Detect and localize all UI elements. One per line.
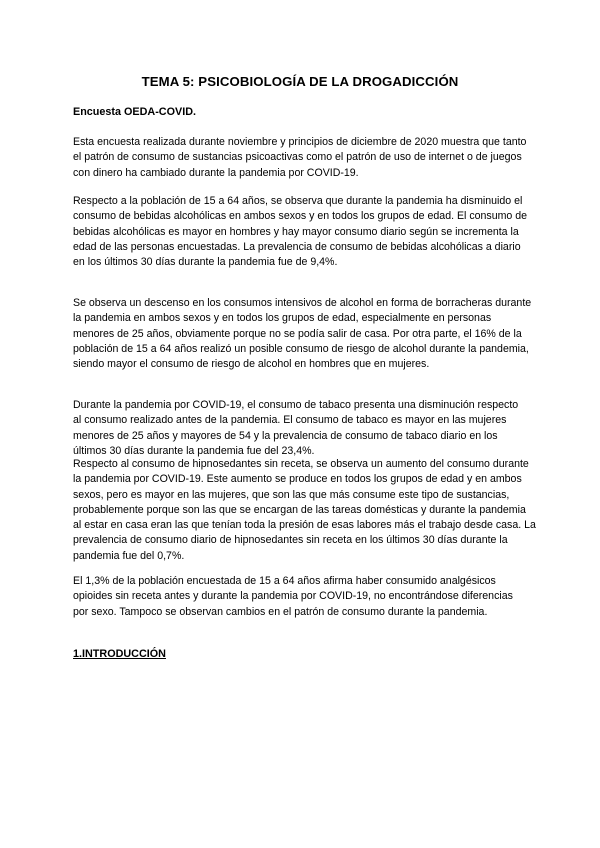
paragraph-hypnosedatives: Respecto al consumo de hipnosedantes sin receta, se observa un aumento del consumo durante la pandemia por COVID-19. Este aumento se produce en todos los grupos de edad y en ambos sexos, pero es mayor en las mujeres, que son las que más consume este tipo de sustancias, probablemente porque son las que se encargan de las tareas domésticas y durante la pandemia al estar en casa eran las que tenían toda la presión de esas labores más el trabajo desde casa. La prevalencia de consumo diario de hipnosedantes sin receta en los últimos 30 días durante la pandemia fue del 0,7%. <box>73 458 536 562</box>
paragraph-alcohol-consumption: Respecto a la población de 15 a 64 años, se observa que durante la pandemia ha disminuido el consumo de bebidas alcohólicas en ambos sexos y en todos los grupos de edad. El consumo de bebidas alcohólicas es mayor en hombres y hay mayor consumo diario según se incrementa la edad de las personas encuestadas. La prevalencia de consumo de bebidas alcohólicas a diario en los últimos 30 días durante la pandemia fue de 9,4%. <box>73 195 528 269</box>
survey-subtitle: Encuesta OEDA-COVID. <box>73 106 196 118</box>
paragraph-tobacco: Durante la pandemia por COVID-19, el consumo de tabaco presenta una disminución respecto al consumo realizado antes de la pandemia. El consumo de tabaco es mayor en las mujeres menores de 25 años y mayores de 54 y la prevalencia de consumo de tabaco diario en los últimos 30 días durante la pandemia fue del 23,4%. <box>73 399 519 457</box>
paragraph-binge-drinking: Se observa un descenso en los consumos intensivos de alcohol en forma de borracheras durante la pandemia en ambos sexos y en todos los grupos de edad, especialmente en personas menores de 25 años, obviamente porque no se podía salir de casa. Por otra parte, el 16% de la población de 15 a 64 años realizó un posible consumo de riesgo de alcohol durante la pandemia, siendo mayor el consumo de riesgo de alcohol en hombres que en mujeres. <box>73 297 532 371</box>
paragraph-survey-intro: Esta encuesta realizada durante noviembre y principios de diciembre de 2020 muestra que tanto el patrón de consumo de sustancias psicoactivas como el patrón de uso de internet o de juegos con dinero ha cambiado durante la pandemia por COVID-19. <box>73 136 527 179</box>
paragraph-opioids: El 1,3% de la población encuestada de 15 a 64 años afirma haber consumido analgésicos opioides sin receta antes y durante la pandemia por COVID-19, no encontrándose diferencias por sexo. Tampoco se observan cambios en el patrón de consumo durante la pandemia. <box>73 575 513 618</box>
document-title: TEMA 5: PSICOBIOLOGÍA DE LA DROGADICCIÓN <box>141 74 459 89</box>
section-heading-introduccion: 1.INTRODUCCIÓN <box>73 648 166 660</box>
